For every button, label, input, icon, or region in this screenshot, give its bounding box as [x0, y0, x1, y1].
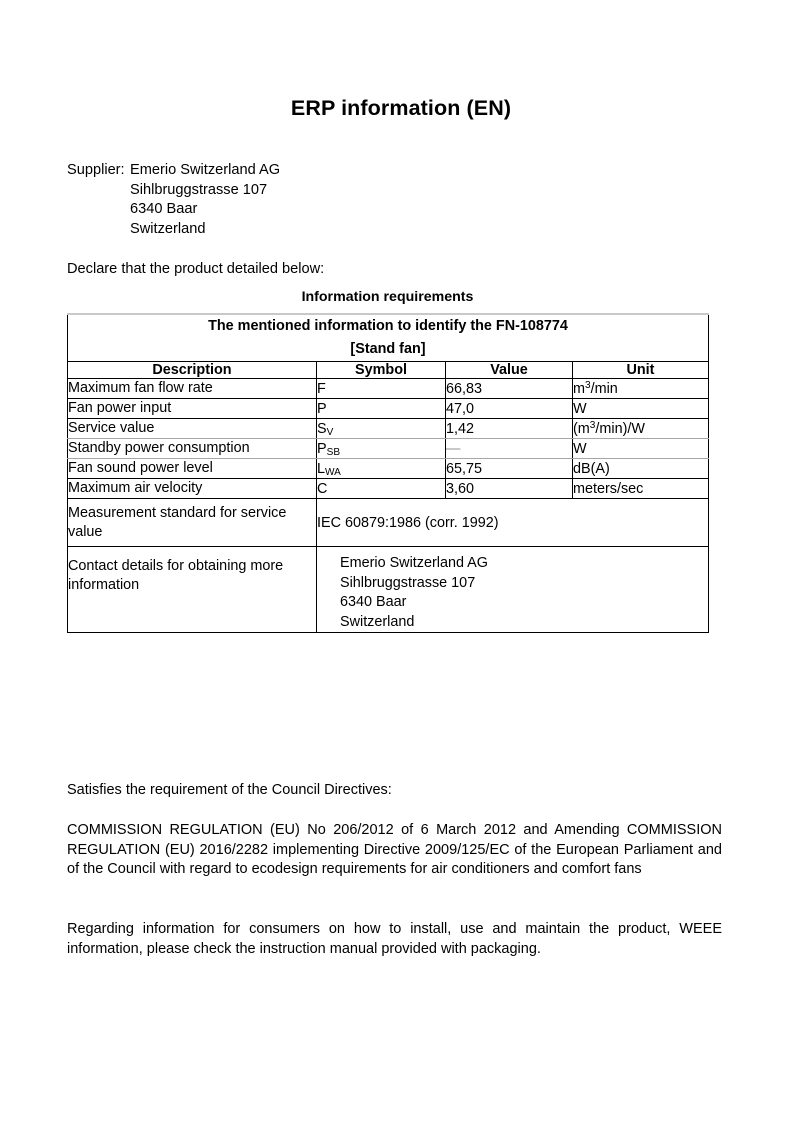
row-value: 47,0	[446, 399, 573, 419]
supplier-address-line: Switzerland	[130, 220, 206, 237]
contact-address-line: Sihlbruggstrasse 107	[340, 574, 476, 591]
weee-paragraph: Regarding information for consumers on how to install, use and maintain the product, WEEE information, please check the instruction manual provided with packaging.	[67, 921, 722, 957]
table-row	[68, 399, 709, 419]
row-description: Maximum fan flow rate	[68, 379, 317, 399]
satisfies-statement: Satisfies the requirement of the Council Directives:	[67, 782, 392, 798]
table-title-line2: [Stand fan]	[350, 341, 426, 357]
supplier-label: Supplier:	[67, 162, 125, 178]
column-header-value: Value	[446, 362, 573, 379]
regulation-paragraph: COMMISSION REGULATION (EU) No 206/2012 of 6 March 2012 and Amending COMMISSION REGULATION (EU) 2016/2282 implementing Directive 2009/125/EC of the European Parliament and of the Council with regard to ecodesign requirements for air conditioners and comfort fans	[67, 822, 722, 878]
row-unit	[573, 379, 709, 399]
row-value: 1,42	[446, 419, 573, 439]
contact-details-address	[317, 547, 709, 633]
row-value: 66,83	[446, 379, 573, 399]
unit-prefix: dB(A)	[573, 460, 610, 477]
column-header-description: Description	[68, 362, 317, 379]
unit-prefix: W	[573, 440, 587, 457]
supplier-address	[130, 161, 280, 239]
table-row	[68, 419, 709, 439]
row-description: Fan sound power level	[68, 459, 317, 479]
unit-superscript: 3	[589, 420, 596, 432]
unit-prefix: W	[573, 400, 587, 417]
table-row	[68, 459, 709, 479]
row-symbol	[317, 439, 446, 459]
symbol-base: P	[317, 400, 327, 417]
unit-prefix: meters/sec	[573, 480, 644, 497]
row-symbol	[317, 379, 446, 399]
row-description: Standby power consumption	[68, 439, 317, 459]
row-unit	[573, 439, 709, 459]
row-description: Maximum air velocity	[68, 479, 317, 499]
symbol-subscript: SB	[326, 447, 341, 459]
row-symbol	[317, 419, 446, 439]
supplier-address-line: Sihlbruggstrasse 107	[130, 181, 268, 198]
unit-suffix: /min	[590, 380, 618, 397]
symbol-base: F	[317, 380, 326, 397]
contact-address-line: 6340 Baar	[340, 594, 407, 610]
table-title-row	[68, 314, 709, 362]
row-value: 65,75	[446, 459, 573, 479]
erp-information-table	[67, 313, 709, 633]
row-unit	[573, 399, 709, 419]
table-title-cell	[68, 314, 709, 362]
contact-details-row	[68, 547, 709, 633]
table-title-line1: The mentioned information to identify the FN-108774	[208, 318, 568, 334]
column-header-symbol: Symbol	[317, 362, 446, 379]
row-unit	[573, 459, 709, 479]
symbol-base: C	[317, 480, 328, 497]
row-value: 3,60	[446, 479, 573, 499]
contact-address-line: Switzerland	[340, 613, 415, 630]
unit-superscript: 3	[585, 380, 591, 392]
unit-prefix: m	[573, 380, 585, 397]
row-symbol	[317, 459, 446, 479]
supplier-address-line: Emerio Switzerland AG	[130, 162, 281, 178]
contact-details-description: Contact details for obtaining more information	[68, 547, 317, 633]
contact-address-line: Emerio Switzerland AG	[340, 555, 488, 571]
row-symbol	[317, 399, 446, 419]
row-unit	[573, 419, 709, 439]
symbol-base: S	[317, 420, 327, 437]
measurement-standard-row	[68, 499, 709, 547]
table-row	[68, 479, 709, 499]
table-row	[68, 439, 709, 459]
supplier-address-line: 6340 Baar	[130, 201, 198, 218]
symbol-base: L	[317, 460, 326, 477]
symbol-subscript: WA	[325, 467, 341, 479]
declare-statement: Declare that the product detailed below:	[67, 261, 325, 277]
measurement-standard-description: Measurement standard for service value	[68, 499, 317, 547]
row-value: —	[446, 439, 573, 459]
row-unit	[573, 479, 709, 499]
table-header-row	[68, 362, 709, 379]
row-description: Fan power input	[68, 399, 317, 419]
table-row	[68, 379, 709, 399]
row-symbol	[317, 479, 446, 499]
column-header-unit: Unit	[573, 362, 709, 379]
unit-prefix: (m	[573, 420, 590, 437]
measurement-standard-value: IEC 60879:1986 (corr. 1992)	[317, 499, 709, 547]
unit-suffix: /min)/W	[595, 420, 645, 437]
supplier-block	[67, 161, 280, 239]
information-requirements-caption: Information requirements	[301, 289, 474, 305]
row-description: Service value	[68, 419, 317, 439]
symbol-base: P	[317, 440, 327, 457]
symbol-subscript: V	[326, 427, 334, 439]
page-title: ERP information (EN)	[290, 96, 512, 120]
